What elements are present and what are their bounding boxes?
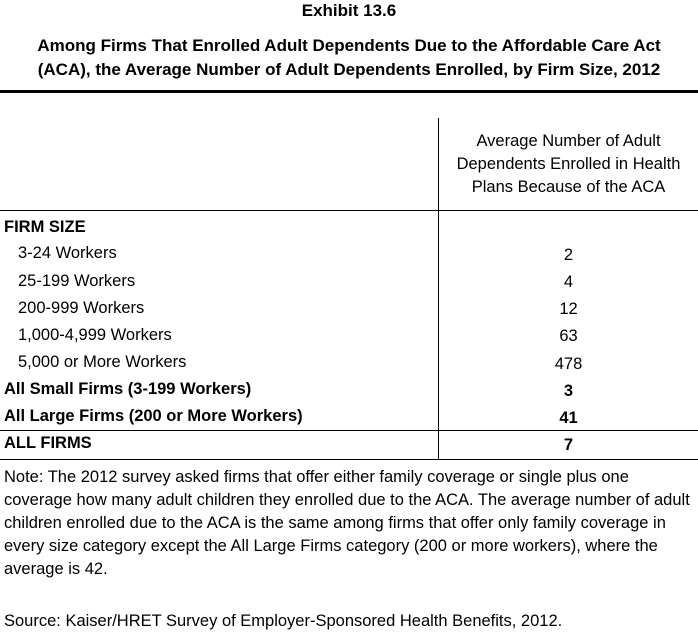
column-header — [439, 130, 698, 199]
row-label-25-199: 25-199 Workers — [18, 272, 136, 290]
row-value-all-small: 3 — [563, 382, 574, 400]
table-note: Note: The 2012 survey asked firms that offer either family coverage or single plus one coverage how many adult children they enrolled due to the ACA. The average number of adult children enrolled due to the ACA is the same among firms that offer only family coverage in every size category except the All Large Firms category (200 or more workers), where the average is 42. — [4, 468, 690, 578]
section-label-firm-size: FIRM SIZE — [4, 218, 86, 236]
title-divider — [0, 90, 698, 93]
exhibit-label: Exhibit 13.6 — [301, 1, 397, 20]
total-divider-bottom — [0, 459, 698, 460]
row-value-200-999: 12 — [559, 300, 578, 318]
row-label-3-24: 3-24 Workers — [18, 244, 117, 262]
total-divider-top — [0, 430, 698, 431]
table-source: Source: Kaiser/HRET Survey of Employer-Sponsored Health Benefits, 2012. — [4, 612, 563, 630]
column-header-line-3: Plans Because of the ACA — [471, 178, 666, 196]
row-value-1000-4999: 63 — [559, 327, 578, 345]
row-label-all-firms: ALL FIRMS — [4, 434, 92, 452]
column-header-line-1: Average Number of Adult — [476, 132, 661, 150]
row-value-25-199: 4 — [563, 273, 574, 291]
row-label-200-999: 200-999 Workers — [18, 299, 145, 317]
title-line-2: (ACA), the Average Number of Adult Dependents Enrolled, by Firm Size, 2012 — [37, 60, 661, 79]
row-label-1000-4999: 1,000-4,999 Workers — [18, 326, 172, 344]
row-label-5000-plus: 5,000 or More Workers — [18, 353, 187, 371]
column-header-line-2: Dependents Enrolled in Health — [456, 155, 681, 173]
row-label-all-large: All Large Firms (200 or More Workers) — [4, 407, 303, 425]
exhibit-title — [0, 34, 698, 82]
row-value-5000-plus: 478 — [554, 355, 583, 373]
row-label-all-small: All Small Firms (3-199 Workers) — [4, 380, 252, 398]
row-value-all-firms: 7 — [563, 436, 574, 454]
title-line-1: Among Firms That Enrolled Adult Dependents Due to the Affordable Care Act — [37, 36, 661, 55]
row-value-all-large: 41 — [559, 409, 578, 427]
header-divider — [0, 210, 698, 211]
row-value-3-24: 2 — [563, 246, 574, 264]
